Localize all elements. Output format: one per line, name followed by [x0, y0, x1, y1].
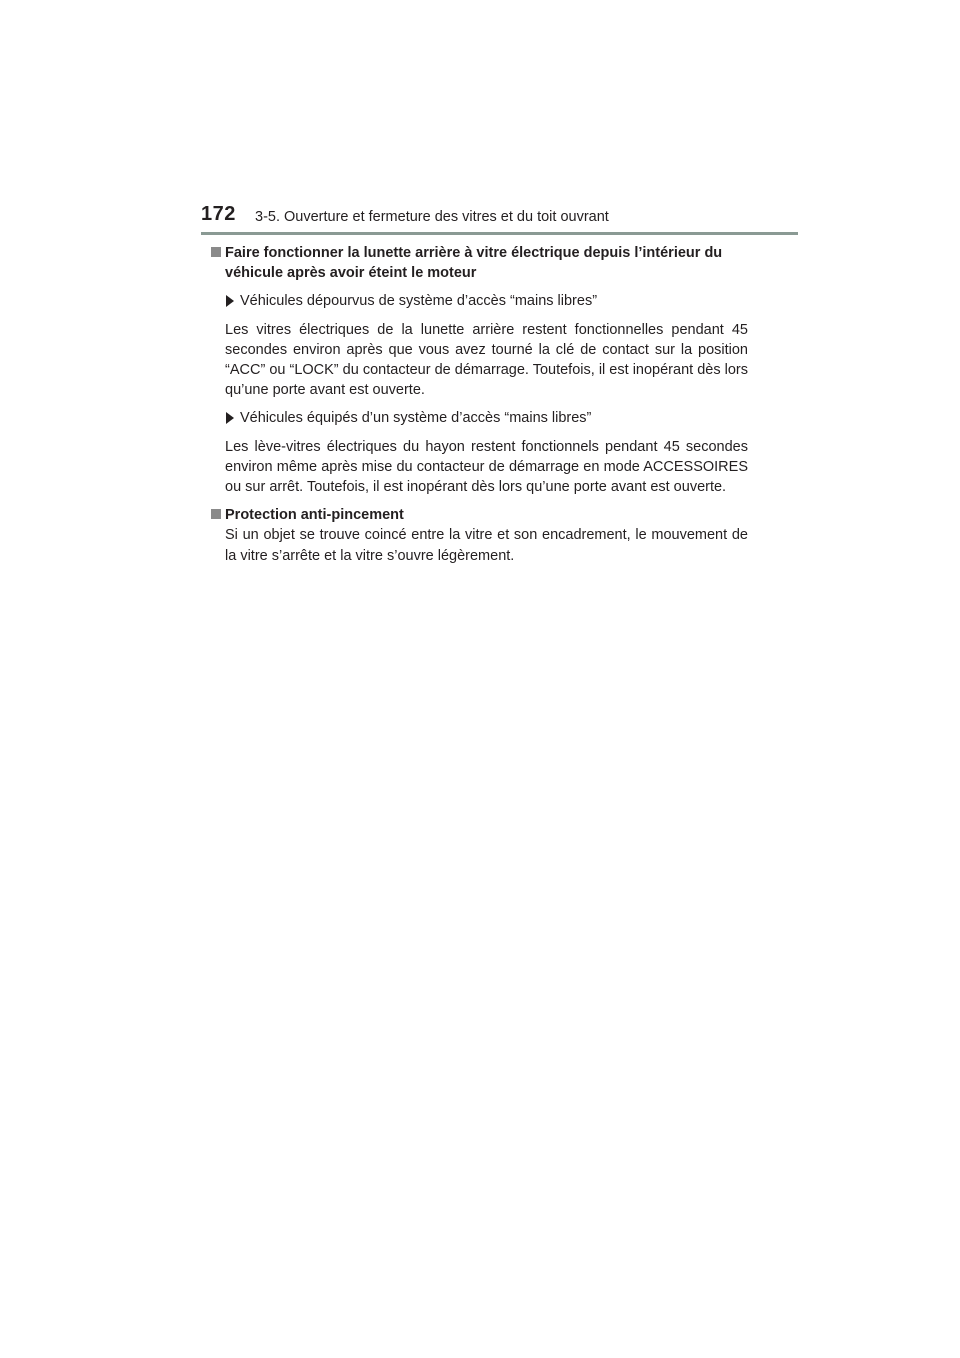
page-header	[201, 203, 798, 233]
condition-without-smart-key	[211, 291, 748, 311]
square-bullet-icon	[211, 509, 221, 519]
square-bullet-icon	[211, 247, 221, 257]
condition-with-smart-key	[211, 408, 748, 428]
condition-text: Véhicules équipés d’un système d’accès “mains libres”	[240, 410, 592, 427]
page-content	[211, 243, 748, 566]
subheading-anti-pinch	[211, 505, 748, 525]
paragraph-without-smart-key: Les vitres électriques de la lunette arrière restent fonctionnelles pendant 45 secondes environ après que vous avez tourné la clé de contact sur la position “ACC” ou “LOCK” du contacteur de démarrage. Toutefois, il est inopérant dès lors qu’une porte avant est ouverte.	[225, 321, 748, 399]
triangle-bullet-icon	[226, 295, 234, 307]
condition-text: Véhicules dépourvus de système d’accès “mains libres”	[240, 293, 598, 310]
page-number: 172	[201, 203, 236, 225]
section-title: 3-5. Ouverture et fermeture des vitres et du toit ouvrant	[255, 209, 609, 225]
paragraph-with-smart-key: Les lève-vitres électriques du hayon restent fonctionnels pendant 45 secondes environ même après mise du contacteur de démarrage en mode ACCESSOIRES ou sur arrêt. Toutefois, il est inopérant dès lors qu’une porte avant est ouverte.	[225, 438, 748, 496]
header-divider	[201, 232, 798, 235]
subheading-text: Faire fonctionner la lunette arrière à vitre électrique depuis l’intérieur du véhicule après avoir éteint le moteur	[225, 245, 723, 282]
subheading-rear-window-operation	[211, 243, 748, 283]
subheading-text: Protection anti-pincement	[225, 507, 404, 524]
triangle-bullet-icon	[226, 412, 234, 424]
paragraph-anti-pinch: Si un objet se trouve coincé entre la vitre et son encadrement, le mouvement de la vitre s’arrête et la vitre s’ouvre légèrement.	[225, 527, 748, 564]
